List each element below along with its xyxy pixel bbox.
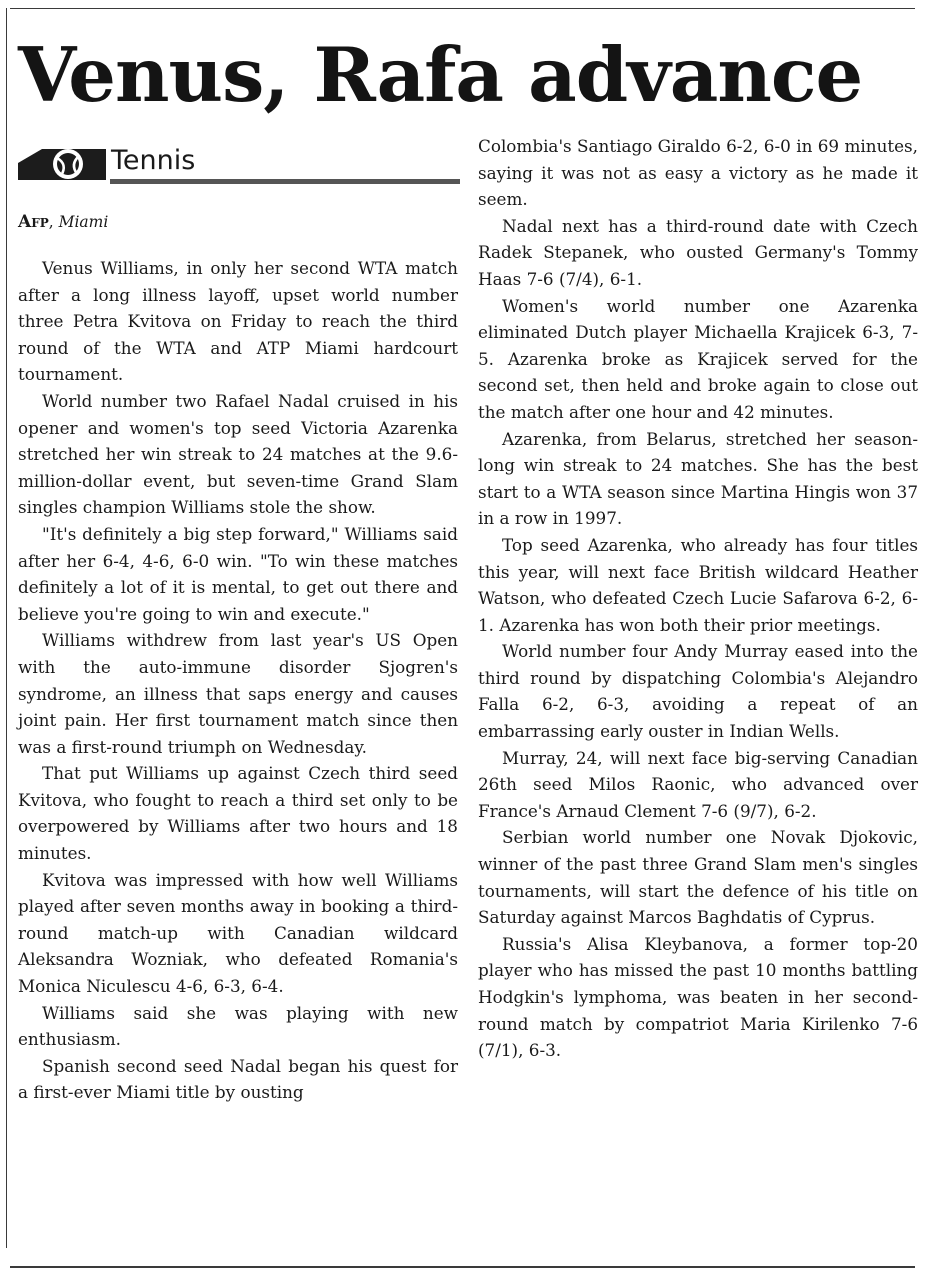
paragraph: World number four Andy Murray eased into the third round by dispatching Colombia's Alejandro Falla 6-2, 6-3, avoiding a repeat of an embarrassing early ouster in Indian Wells. (478, 641, 918, 742)
headline: Venus, Rafa advance (18, 31, 863, 119)
paragraph: Spanish second seed Nadal began his quest for a first-ever Miami title by ousting (18, 1055, 458, 1103)
article-column-right (478, 133, 918, 1064)
paragraph: Russia's Alisa Kleybanova, a former top-20 player who has missed the past 10 months battling Hodgkin's lymphoma, was beaten in her second-round match by compatriot Maria Kirilenko 7-6 (7/1), 6-3. (478, 933, 918, 1061)
section-header (18, 140, 460, 188)
paragraph: Venus Williams, in only her second WTA match after a long illness layoff, upset world number three Petra Kvitova on Friday to reach the third round of the WTA and ATP Miami hardcourt tournament. (18, 258, 458, 385)
paragraph: World number two Rafael Nadal cruised in his opener and women's top seed Victoria Azarenka stretched her win streak to 24 matches at the 9.6-million-dollar event, but seven-time Grand Slam singles champion Williams stole the show. (18, 390, 458, 518)
byline-city: Miami (58, 213, 109, 231)
paragraph: Women's world number one Azarenka eliminated Dutch player Michaella Krajicek 6-3, 7-5. Azarenka broke as Krajicek served for the second set, then held and broke again to close out the match after one hour and 42 minutes. (478, 295, 918, 422)
paragraph-continued: Colombia's Santiago Giraldo 6-2, 6-0 in 69 minutes, saying it was not as easy a victory as he made it seem. (478, 136, 918, 210)
byline-separator: , (48, 213, 59, 231)
byline-agency: Afp (18, 212, 49, 232)
section-rule (110, 179, 460, 184)
byline (18, 210, 108, 234)
paragraph: Kvitova was impressed with how well Williams played after seven months away in booking a third-round match-up with Canadian wildcard Aleksandra Wozniak, who defeated Romania's Monica Niculescu 4-6, 6-3, 6-4. (18, 869, 458, 997)
bottom-rule (10, 1266, 915, 1268)
paragraph: "It's definitely a big step forward," Williams said after her 6-4, 4-6, 6-0 win. "To win these matches definitely a lot of it is mental, to get out there and believe you're going to win and execute." (18, 523, 458, 624)
paragraph: Azarenka, from Belarus, stretched her season-long win streak to 24 matches. She has the best start to a WTA season since Martina Hingis won 37 in a row in 1997. (478, 428, 918, 529)
paragraph: Williams withdrew from last year's US Open with the auto-immune disorder Sjogren's syndrome, an illness that saps energy and causes joint pain. Her first tournament match since then was a first-round triumph on Wednesday. (18, 630, 458, 757)
paragraph: Serbian world number one Novak Djokovic, winner of the past three Grand Slam men's singles tournaments, will start the defence of his title on Saturday against Marcos Baghdatis of Cyprus. (478, 827, 918, 928)
paragraph: Williams said she was playing with new enthusiasm. (18, 1002, 458, 1050)
paragraph: That put Williams up against Czech third seed Kvitova, who fought to reach a third set only to be overpowered by Williams after two hours and 18 minutes. (18, 763, 458, 864)
left-rule (6, 8, 7, 1248)
article-column-left (18, 255, 458, 1106)
section-label: Tennis (111, 145, 196, 176)
paragraph: Nadal next has a third-round date with Czech Radek Stepanek, who ousted Germany's Tommy Haas 7-6 (7/4), 6-1. (478, 215, 918, 289)
tennis-ball-icon (18, 142, 108, 182)
top-rule (10, 8, 915, 9)
paragraph: Top seed Azarenka, who already has four titles this year, will next face British wildcard Heather Watson, who defeated Czech Lucie Safarova 6-2, 6-1. Azarenka has won both their prior meetings. (478, 534, 918, 635)
paragraph: Murray, 24, will next face big-serving Canadian 26th seed Milos Raonic, who advanced over France's Arnaud Clement 7-6 (9/7), 6-2. (478, 747, 918, 821)
